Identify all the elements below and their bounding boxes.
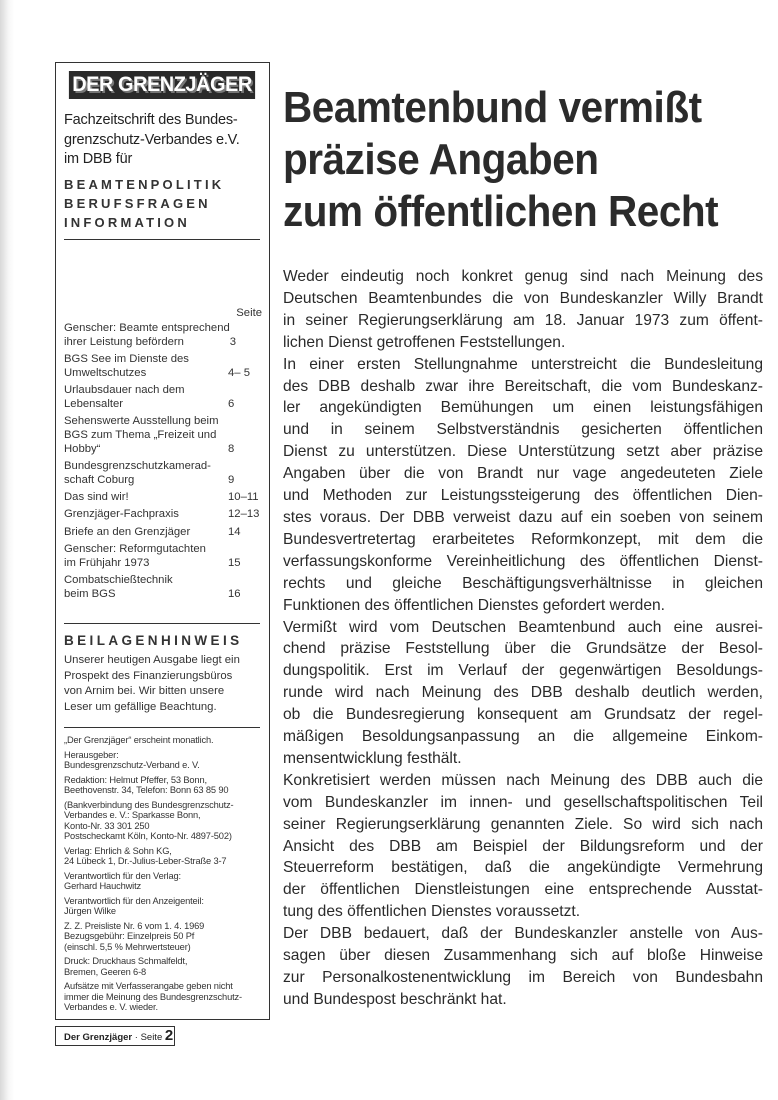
toc-item-title: [64, 543, 206, 571]
impressum-line: Konto-Nr. 33 301 250: [64, 820, 150, 831]
page-footer: [55, 1026, 175, 1046]
headline-line: zum öffentlichen Recht: [283, 187, 719, 236]
beilage-heading: BEILAGENHINWEIS: [64, 633, 243, 648]
toc-title-line: Hobby“: [64, 442, 101, 455]
body-line: Deutschen Beamtenbundes die von Bundeskanzler Willy Brandt: [283, 289, 763, 307]
scan-edge: [0, 0, 14, 1100]
impressum-line: 24 Lübeck 1, Dr.-Julius-Leber-Straße 3-7: [64, 856, 227, 866]
toc-page-number: 6: [228, 397, 235, 410]
article-headline: [283, 82, 763, 238]
toc-item-title: [64, 491, 129, 505]
impressum-line: Verbandes e. V. wieder.: [64, 1002, 158, 1012]
headline-line: Beamtenbund vermißt: [283, 83, 702, 132]
body-line: ler angekündigten Bemühungen um einen leistungsfähigen: [283, 399, 763, 417]
impressum-line: Postscheckamt Köln, Konto-Nr. 4897-502): [64, 831, 232, 841]
divider: [64, 239, 260, 240]
impressum-line: Verbandes e. V.: Sparkasse Bonn,: [64, 810, 201, 820]
toc-page-number: 4– 5: [228, 366, 250, 379]
impressum-line: immer die Meinung des Bundesgrenzschutz-: [64, 991, 242, 1002]
impressum-block: [64, 981, 264, 1013]
masthead-topics: [64, 175, 224, 232]
impressum-block: [64, 956, 264, 977]
toc-page-number: 12–13: [228, 508, 260, 521]
body-line: Dienst zu unterstützen. Diese Unterstützung setzt aber präzise: [283, 443, 763, 461]
body-line: mäßigen Besoldungsanpassung an die allgemeine Einkom-: [283, 728, 763, 746]
body-line: chend präzise Feststellung über die Grundsätze der Besol-: [283, 640, 763, 658]
toc-title-line: Briefe an den Grenzjäger: [64, 525, 191, 538]
toc-header: Seite: [236, 307, 262, 319]
toc-title-line: beim BGS: [64, 587, 116, 600]
body-line: Bundesvertretertag erarbeitetes Reformkonzept, mit dem die: [283, 530, 763, 548]
article-paragraph: [283, 923, 763, 1011]
toc-title-line: Bundesgrenzschutzkamerad-: [64, 459, 211, 472]
toc-page-number: 3: [229, 335, 237, 348]
toc-page-number: 8: [228, 442, 235, 455]
impressum-line: Bezugsgebühr: Einzelpreis 50 Pf: [64, 931, 195, 941]
impressum-line: Aufsätze mit Verfasserangabe geben nicht: [64, 981, 233, 991]
body-line: des DBB deshalb zwar ihre Bereitschaft, die vom Bundeskanz-: [283, 377, 763, 395]
beilage-line: Unserer heutigen Ausgabe liegt ein: [64, 654, 240, 666]
article-paragraph: [283, 770, 763, 923]
toc-title-line: Grenzjäger-Fachpraxis: [64, 508, 179, 521]
beilage-line: Leser um gefällige Beachtung.: [64, 700, 217, 713]
toc-page-number: 10–11: [228, 491, 259, 504]
toc-title-line: Genscher: Reformgutachten: [64, 542, 206, 555]
beilage-line: von Arnim bei. Wir bitten unsere: [64, 685, 225, 697]
body-line: rechts und gleiche Beschäftigungsverhältnisse in gleichen: [283, 574, 763, 592]
divider: [64, 623, 260, 624]
subtitle-line: Fachzeitschrift des Bundes-: [64, 112, 238, 128]
toc-page-number: 14: [228, 525, 241, 538]
body-line: Vermißt wird vom Deutschen Beamtenbund auch eine ausrei-: [283, 618, 763, 636]
body-line: Steuerreform bestätigen, daß die angekündigte Vermehrung: [283, 859, 763, 877]
impressum-line: „Der Grenzjäger“ erscheint monatlich.: [64, 735, 214, 745]
body-line: tung des öffentlichen Dienstes voraussetzt.: [283, 903, 581, 921]
body-line: Funktionen des öffentlichen Dienstes gefordert werden.: [283, 596, 665, 614]
body-line: In einer ersten Stellungnahme unterstreicht die Bundesleitung: [283, 355, 763, 373]
toc-title-line: BGS zum Thema „Freizeit und: [64, 428, 217, 441]
masthead-subtitle: [64, 111, 240, 170]
impressum-line: Bremen, Geeren 6-8: [64, 966, 147, 977]
toc-title-line: Lebensalter: [64, 397, 124, 410]
body-line: dungspolitik. Erst im Verlauf der gegenwärtigen Besoldungs-: [283, 662, 763, 680]
article-body: [283, 266, 763, 1011]
body-line: und Methoden zur Leistungssteigerung des öffentlichen Dien-: [283, 487, 763, 505]
article-paragraph: [283, 266, 763, 354]
toc-item-title: [64, 526, 190, 540]
toc-item: [64, 526, 262, 540]
impressum-block: [64, 846, 264, 867]
impressum-block: [64, 871, 264, 892]
body-line: seiner Regierungserklärung genannten Ziele. So wird sich nach: [283, 815, 763, 833]
body-line: sagen über diesen Zusammenhang sich auf bloße Hinweise: [283, 947, 763, 965]
body-line: Konkretisiert werden müssen nach Meinung des DBB auch die: [283, 771, 763, 789]
body-line: mensentwicklung festhält.: [283, 749, 462, 767]
body-line: runde wird nach Meinung des DBB deshalb deutlich werden,: [283, 684, 763, 702]
footer-separator: ·: [134, 1032, 138, 1043]
impressum: [64, 735, 264, 1017]
subtitle-line: grenzschutz-Verbandes e.V.: [64, 131, 240, 148]
toc-title-line: BGS See im Dienste des: [64, 352, 189, 365]
toc-page-number: 16: [228, 587, 241, 600]
impressum-block: [64, 921, 264, 953]
body-line: Der DBB bedauert, daß der Bundeskanzler anstelle von Aus-: [283, 925, 763, 943]
toc-item: [64, 353, 262, 381]
toc-title-line: ihrer Leistung befördern: [64, 335, 184, 348]
impressum-line: (einschl. 5,5 % Mehrwertsteuer): [64, 941, 191, 952]
footer-seite: Seite: [140, 1032, 163, 1043]
body-line: vom Bundeskanzler im innen- und gesellschaftspolitischen Teil: [283, 793, 763, 811]
impressum-line: Herausgeber:: [64, 749, 119, 760]
beilage-line: Prospekt des Finanzierungsbüros: [64, 669, 233, 682]
body-line: stes voraus. Der DBB verweist dazu auf ein soeben von seinem: [283, 508, 763, 526]
page-number: 2: [164, 1027, 174, 1044]
impressum-block: [64, 750, 264, 771]
body-line: und in seinem Selbstverständnis gesicherten öffentlichen: [283, 421, 763, 439]
body-line: ob die Bundesregierung konsequent am Grundsatz der regel-: [283, 706, 763, 724]
footer-label: Der Grenzjäger: [64, 1032, 133, 1043]
body-line: in seiner Regierungserklärung am 18. Januar 1973 zum öffent-: [283, 311, 763, 329]
toc-title-line: schaft Coburg: [64, 473, 135, 486]
impressum-line: Verantwortlich für den Verlag:: [64, 870, 181, 881]
impressum-line: Z. Z. Preisliste Nr. 6 vom 1. 4. 1969: [64, 920, 205, 931]
toc-item-title: [64, 460, 211, 488]
body-line: und Bundespost beschränkt hat.: [283, 990, 507, 1008]
topic: BERUFSFRAGEN: [64, 196, 211, 211]
impressum-line: Druck: Druckhaus Schmalfeldt,: [64, 956, 188, 966]
toc-item-title: [64, 508, 179, 522]
topic: BEAMTENPOLITIK: [64, 177, 225, 192]
toc-item: [64, 543, 262, 571]
toc-item-title: [64, 415, 218, 456]
toc-item: [64, 415, 262, 456]
masthead-logo: DER GRENZJÄGER: [69, 71, 255, 99]
body-line: lichen Dienst getroffenen Feststellungen.: [283, 333, 566, 351]
impressum-line: Redaktion: Helmut Pfeffer, 53 Bonn,: [64, 774, 207, 785]
body-line: verfassungskonforme Vereinheitlichung des öffentlichen Dienst-: [283, 552, 763, 570]
impressum-line: Jürgen Wilke: [64, 906, 116, 916]
subtitle-line: im DBB für: [64, 151, 133, 167]
toc-page-number: 15: [228, 556, 241, 569]
impressum-block: [64, 896, 264, 917]
impressum-line: Beethovenstr. 34, Telefon: Bonn 63 85 90: [64, 785, 229, 795]
article-paragraph: [283, 354, 763, 617]
impressum-block: [64, 735, 264, 746]
toc-item: [64, 491, 262, 505]
body-line: der öffentlichen Dienstleistungen eine entsprechende Ausstat-: [283, 881, 763, 899]
impressum-line: (Bankverbindung des Bundesgrenzschutz-: [64, 799, 234, 810]
impressum-block: [64, 800, 264, 842]
impressum-line: Verantwortlich für den Anzeigenteil:: [64, 895, 204, 906]
impressum-line: Verlag: Ehrlich & Sohn KG,: [64, 845, 172, 856]
toc-title-line: Urlaubsdauer nach dem: [64, 383, 185, 396]
headline-line: präzise Angaben: [283, 135, 599, 184]
body-line: Angaben über die von Brandt nur vage angedeuteten Ziele: [283, 465, 763, 483]
toc-title-line: Sehenswerte Ausstellung beim: [64, 415, 219, 428]
toc-title-line: Das sind wir!: [64, 491, 129, 504]
divider: [64, 727, 260, 728]
toc-page-number: 9: [228, 473, 235, 486]
toc-item: [64, 384, 262, 412]
body-line: Weder eindeutig noch konkret genug sind nach Meinung des: [283, 268, 763, 285]
toc-item: [64, 322, 262, 350]
toc-title-line: Combatschießtechnik: [64, 574, 173, 587]
toc-item-title: [64, 353, 189, 381]
body-line: Ansicht des DBB am Beispiel der Bildungsreform und der: [283, 837, 763, 855]
toc-item-title: [64, 322, 230, 350]
toc-item: [64, 508, 262, 522]
impressum-line: Gerhard Hauchwitz: [64, 881, 142, 891]
impressum-block: [64, 775, 264, 796]
toc-item-title: [64, 574, 173, 602]
topic: INFORMATION: [64, 215, 190, 230]
body-line: zur Personalkostenentwicklung im Bereich von Bundesbahn: [283, 969, 763, 986]
toc-item: [64, 574, 262, 602]
sidebar-box: [55, 62, 270, 1020]
toc-title-line: im Frühjahr 1973: [64, 556, 150, 569]
toc-item: [64, 460, 262, 488]
article-paragraph: [283, 617, 763, 770]
table-of-contents: [64, 307, 262, 605]
toc-item-title: [64, 384, 185, 412]
toc-title-line: Genscher: Beamte entsprechend: [64, 321, 230, 334]
beilage-text: [64, 653, 264, 715]
toc-title-line: Umweltschutzes: [64, 366, 147, 379]
impressum-line: Bundesgrenzschutz-Verband e. V.: [64, 760, 200, 770]
